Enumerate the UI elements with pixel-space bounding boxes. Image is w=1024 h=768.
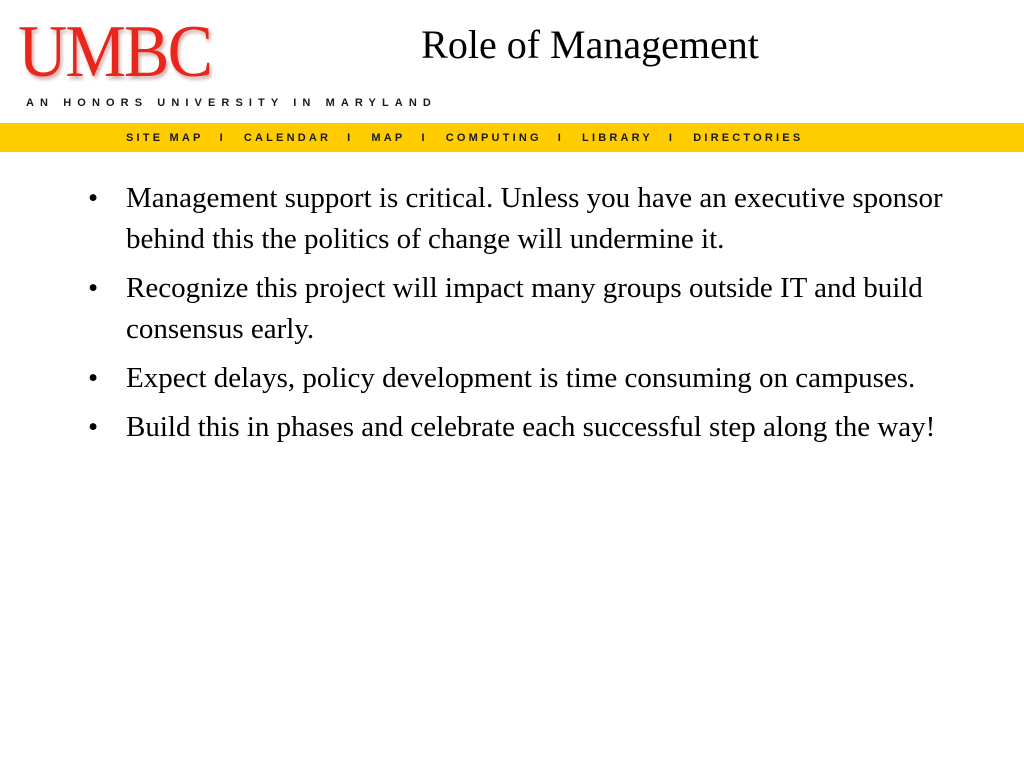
bullet-list bbox=[84, 178, 944, 456]
nav-separator: I bbox=[668, 131, 676, 144]
bullet-item bbox=[84, 178, 944, 260]
umbc-logo: UMBC bbox=[18, 11, 212, 93]
bullet-text: Expect delays, policy development is time consuming on campuses. bbox=[126, 362, 916, 394]
nav-link-map[interactable]: MAP bbox=[371, 131, 406, 144]
nav-link-site-map[interactable]: SITE MAP bbox=[126, 131, 204, 144]
bullet-item bbox=[84, 268, 944, 350]
nav-link-computing[interactable]: COMPUTING bbox=[445, 131, 542, 144]
nav-separator: I bbox=[219, 131, 226, 144]
bullet-icon: • bbox=[88, 182, 99, 214]
nav-link-library[interactable]: LIBRARY bbox=[582, 131, 653, 144]
bullet-icon: • bbox=[88, 411, 99, 443]
nav-bar bbox=[0, 123, 1024, 152]
bullet-icon: • bbox=[88, 362, 99, 394]
bullet-text: Recognize this project will impact many groups outside IT and build consensus early. bbox=[126, 272, 923, 345]
slide-title: Role of Management bbox=[421, 22, 759, 67]
nav-link-calendar[interactable]: CALENDAR bbox=[243, 131, 332, 144]
nav-separator: I bbox=[347, 131, 354, 144]
bullet-item bbox=[84, 358, 944, 399]
bullet-icon: • bbox=[88, 272, 99, 304]
nav-link-directories[interactable]: DIRECTORIES bbox=[693, 131, 804, 144]
university-tagline: AN HONORS UNIVERSITY IN MARYLAND bbox=[26, 97, 437, 109]
nav-separator: I bbox=[421, 131, 428, 144]
bullet-item bbox=[84, 407, 944, 448]
bullet-text: Management support is critical. Unless you have an executive sponsor behind this the politics of change will undermine it. bbox=[126, 182, 943, 255]
bullet-text: Build this in phases and celebrate each successful step along the way! bbox=[126, 411, 936, 443]
nav-separator: I bbox=[557, 131, 565, 144]
nav-items bbox=[126, 123, 803, 152]
